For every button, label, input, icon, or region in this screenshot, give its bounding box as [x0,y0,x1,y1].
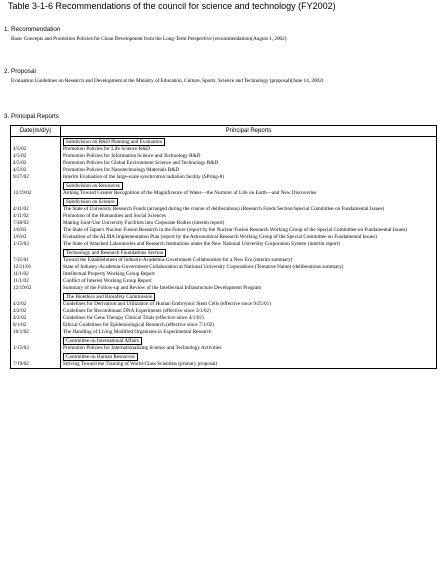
table-row [11,227,437,234]
report-section-cell [61,292,437,301]
table-row [11,220,437,227]
report-date: 4/5/02 [11,146,61,153]
report-date: 1/6/03 [11,234,61,241]
subdivision-label: Subdivision on R&D Planning and Evaluation [63,138,165,146]
subdivision-label: Subdivision on Resources [63,182,123,190]
table-row [11,271,437,278]
table-row [11,174,437,181]
table-section-row [11,336,437,345]
column-header-principal-reports: Principal Reports [61,126,437,137]
report-title: The State of University Research Funds (arranged during the course of deliberations) (Research Funds Section/Special Committee on Fundamental Issues) [61,206,437,213]
subdivision-label: Committee on Human Resources [63,353,138,361]
report-date: 12/11/01 [11,264,61,271]
principal-reports-table [10,125,437,369]
report-section-cell [61,248,437,257]
table-section-row [11,181,437,190]
table-row [11,146,437,153]
table-row [11,345,437,352]
report-date: 4/2/02 [11,308,61,315]
table-row [11,206,437,213]
report-title: Evaluation of the ALMA Implementation Plan (report by the Astronomical Research Working Group of the Special Committee on Fundamental Issues) [61,234,437,241]
table-section-row [11,248,437,257]
report-date: 10/1/02 [11,329,61,336]
report-title: Interim Evaluation of the large-scale synchrotron radiation facility (SPring-8) [61,174,437,181]
table-row [11,285,437,292]
table-title: Table 3-1-6 Recommendations of the council for science and technology (FY2002) [8,1,336,11]
report-title: The State of Japan's Nuclear Fusion Research in the Future (report by the Nuclear Fusion Research Working Group of the Special Committee on Fundamental Issues) [61,227,437,234]
report-date [11,336,61,345]
report-date: 4/11/02 [11,206,61,213]
report-title: Promotion Policies for Global Environment Science and Technology R&D [61,160,437,167]
report-date: 9/27/02 [11,174,61,181]
report-date: 11/1/02 [11,271,61,278]
report-title: Promotion Policies for Nanotechnology/Materials R&D [61,167,437,174]
report-date: 11/1/02 [11,278,61,285]
report-date: 4/5/02 [11,160,61,167]
report-title: Summary of the Follow-up and Review of the Intellectual Infrastructure Development Program [61,285,437,292]
report-title: Conflict of Interest Working Group Report [61,278,437,285]
report-title: Promotion Policies for Information Science and Technology R&D [61,153,437,160]
report-date: 4/2/02 [11,301,61,308]
table-row [11,160,437,167]
report-date: 1/15/03 [11,241,61,248]
report-section-cell [61,181,437,190]
report-section-cell [61,336,437,345]
table-section-row [11,292,437,301]
report-title: State of Industry-Academia-Government Collaboration at National University Corporations (Tentative Name) (deliberations summary) [61,264,437,271]
subdivision-label: The Bioethics and Biosafety Commission [63,293,155,301]
report-title: Promotion Policies for Life Science R&D [61,146,437,153]
report-title: Intellectual Property Working Group Report [61,271,437,278]
table-section-row [11,137,437,147]
report-section-cell [61,352,437,361]
report-title: Promotion Policies for Internationalizing Science and Technology Activities [61,345,437,352]
table-row [11,301,437,308]
report-date [11,248,61,257]
table-row [11,241,437,248]
report-title: The Handling of Living Modified Organisms in Experimental Research [61,329,437,336]
report-date: 4/2/02 [11,315,61,322]
report-date: 4/11/02 [11,213,61,220]
report-date: 4/5/02 [11,167,61,174]
table-row [11,213,437,220]
report-title: Guidelines for Gene Therapy Clinical Trials (effective since 4/1/02) [61,315,437,322]
report-date: 12/19/02 [11,285,61,292]
report-title: The State of Attached Laboratories and Research Institutions under the New National University Corporation System (interim report) [61,241,437,248]
report-date: 1/6/03 [11,227,61,234]
table-row [11,322,437,329]
section-body-recommendation: Basic Concepts and Promotion Policies for Clean Development from the Long-Term Perspective (recommendation)(August 1, 2002) [11,36,287,42]
report-title: Aiming Toward Greater Recognition of the Magnificence of Water—the Nurturer of Life on Earth—and New Discoveries [61,190,437,197]
report-date: 12/19/02 [11,190,61,197]
report-date: 7/31/01 [11,257,61,264]
table-row [11,264,437,271]
table-header-row [11,126,437,137]
table-row [11,190,437,197]
column-header-date: Date(m/d/y) [11,126,61,137]
section-heading-proposal: 2. Proposal [4,68,36,75]
report-title: Guidelines for Derivation and Utilization of Human Embryonic Stem Cells (effective since 9/25/01) [61,301,437,308]
report-date: 7/19/02 [11,361,61,369]
table-row [11,257,437,264]
report-date: 4/5/02 [11,153,61,160]
table-body [11,137,437,369]
table-row [11,361,437,369]
report-section-cell [61,197,437,206]
table-row [11,234,437,241]
report-title: Promotion of the Humanities and Social Sciences [61,213,437,220]
table-row [11,167,437,174]
report-date [11,352,61,361]
table-row [11,308,437,315]
report-date [11,181,61,190]
subdivision-label: Subdivision on Science [63,198,118,206]
table-row [11,329,437,336]
section-heading-recommendation: 1. Recommendation [4,26,61,33]
subdivision-label: Committee on International Affairs [63,337,142,345]
table-section-row [11,197,437,206]
report-date: 8/1/02 [11,322,61,329]
report-date [11,292,61,301]
report-date [11,137,61,147]
report-title: Making Joint-Use University Facilities into Corporate Bodies (interim report) [61,220,437,227]
report-date: 1/15/03 [11,345,61,352]
table-row [11,315,437,322]
report-date [11,197,61,206]
report-date: 7/30/02 [11,220,61,227]
table-section-row [11,352,437,361]
report-title: Toward the Establishment of Industry-Academia-Government Collaboration for a New Era (interim summary) [61,257,437,264]
report-title: Ethical Guidelines for Epidemiological Research (effective since 7/1/02) [61,322,437,329]
table-row [11,153,437,160]
subdivision-label: Technology and Research Foundations Section [63,249,166,257]
report-title: Guidelines for Recombinant DNA Experiments (effective since 3/1/02) [61,308,437,315]
table-row [11,278,437,285]
section-heading-principal-reports: 3. Principal Reports [4,113,59,120]
report-title: Striving Toward the Training of World-Class Scientists (primary proposal) [61,361,437,369]
section-body-proposal: Evaluation Guidelines on Research and Development at the Ministry of Education, Culture, Sports, Science and Technology (proposal)(June 14, 2002) [11,78,324,84]
report-section-cell [61,137,437,147]
